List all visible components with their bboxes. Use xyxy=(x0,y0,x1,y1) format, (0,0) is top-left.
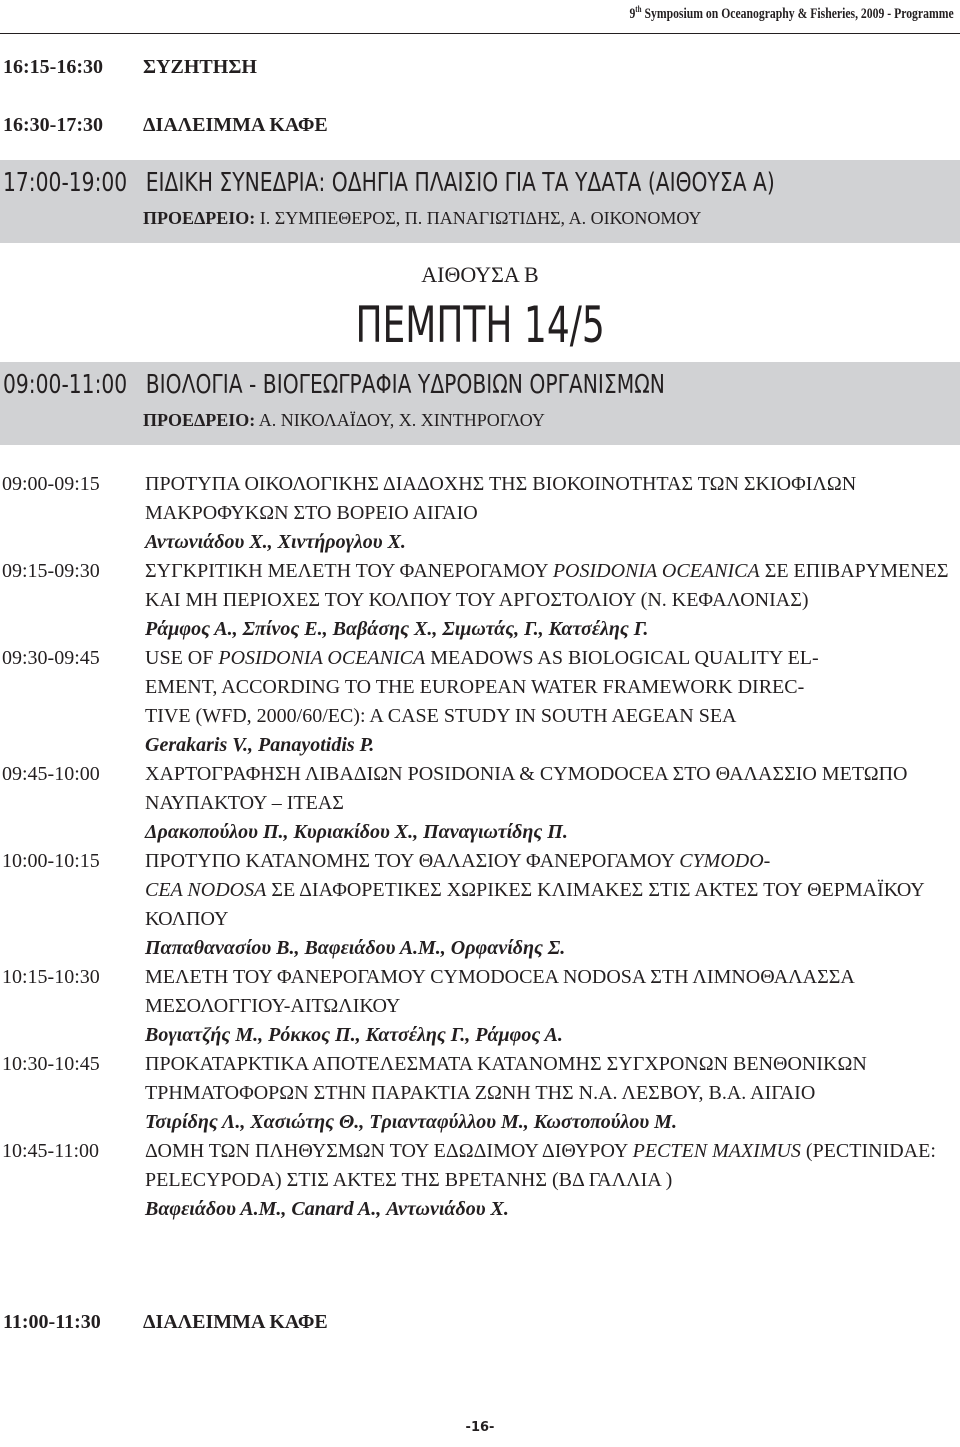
running-header xyxy=(630,4,954,23)
session-time: 17:00-19:00 xyxy=(3,168,128,198)
row-label: ΣΥΖΗΤΗΣΗ xyxy=(143,56,257,78)
talk-title: ΠΡΟΤΥΠΑ ΟΙΚΟΛΟΓΙΚΗΣ ΔΙΑΔΟΧΗΣ ΤΗΣ ΒΙΟΚΟΙΝΟΤΗΤΑΣ ΤΩΝ ΣΚΙΟΦΙΛΩΝ ΜΑΚΡΟΦΥΚΩΝ ΣΤΟ ΒΟΡΕΙΟ ΑΙΓΑΙΟ xyxy=(145,473,857,524)
session-presidium xyxy=(143,208,701,229)
talk-time: 09:00-09:15 xyxy=(2,473,100,495)
day-heading-text: ΠΕΜΠΤΗ 14/5 xyxy=(355,296,605,354)
talk-time: 09:15-09:30 xyxy=(2,560,100,582)
room-heading: ΑΙΘΟΥΣΑ Β xyxy=(421,262,539,287)
talk-authors: Αντωνιάδου Χ., Χιντήρογλου Χ. xyxy=(145,531,406,553)
presidium-names: Α. ΝΙΚΟΛΑΪΔΟΥ, Χ. ΧΙΝΤΗΡΟΓΛΟΥ xyxy=(255,410,545,430)
talk-item xyxy=(0,1050,960,1137)
talk-authors: Δρακοπούλου Π., Κυριακίδου Χ., Παναγιωτίδης Π. xyxy=(145,821,568,843)
schedule-row-discussion xyxy=(3,56,257,79)
row-time: 16:15-16:30 xyxy=(3,56,103,78)
talk-authors: Ράμφος Α., Σπίνος Ε., Βαβάσης Χ., Σιμωτάς, Γ., Κατσέλης Γ. xyxy=(145,618,649,640)
talk-time: 09:45-10:00 xyxy=(2,763,100,785)
talk-title: ΧΑΡΤΟΓΡΑΦΗΣΗ ΛΙΒΑΔΙΩΝ POSIDONIA & CYMODOCEA ΣΤΟ ΘΑΛΑΣΣΙΟ ΜΕΤΩΠΟ ΝΑΥΠΑΚΤΟΥ – ΙΤΕΑΣ xyxy=(145,763,908,814)
talk-list xyxy=(0,470,960,1224)
row-time: 11:00-11:30 xyxy=(3,1311,101,1333)
row-label: ΔΙΑΛΕΙΜΜΑ ΚΑΦΕ xyxy=(143,114,328,136)
header-rule xyxy=(0,33,960,34)
talk-item xyxy=(0,847,960,963)
talk-time: 10:00-10:15 xyxy=(2,850,100,872)
talk-time: 10:30-10:45 xyxy=(2,1053,100,1075)
presidium-label: ΠΡΟΕΔΡΕΙΟ: xyxy=(143,208,256,228)
talk-time: 10:45-11:00 xyxy=(2,1140,100,1162)
talk-title: ΠΡΟΚΑΤΑΡΚΤΙΚΑ ΑΠΟΤΕΛΕΣΜΑΤΑ ΚΑΤΑΝΟΜΗΣ ΣΥΓΧΡΟΝΩΝ ΒΕΝΘΟΝΙΚΩΝ ΤΡΗΜΑΤΟΦΟΡΩΝ ΣΤΗΝ ΠΑΡΑΚΤΙΑ ΖΩΝΗ ΤΗΣ Ν.Α. ΛΕΣΒΟΥ, Β.Α. ΑΙΓΑΙΟ xyxy=(145,1053,867,1104)
talk-title: ΠΡΟΤΥΠΟ ΚΑΤΑΝΟΜΗΣ ΤΟΥ ΘΑΛΑΣΙΟΥ ΦΑΝΕΡΟΓΑΜΟΥ CYMODO- CEA NODOSA ΣΕ ΔΙΑΦΟΡΕΤΙΚΕΣ ΧΩΡΙΚΕΣ ΚΛΙΜΑΚΕΣ ΣΤΙΣ ΑΚΤΕΣ ΤΟΥ ΘΕΡΜΑΪΚΟΥ ΚΟΛΠΟΥ xyxy=(145,850,924,930)
session-name: ΒΙΟΛΟΓΙΑ - ΒΙΟΓΕΩΓΡΑΦΙΑ ΥΔΡΟΒΙΩΝ ΟΡΓΑΝΙΣΜΩΝ xyxy=(145,370,665,400)
talk-item xyxy=(0,557,960,644)
header-ordinal: 9 xyxy=(629,6,636,22)
session-time: 09:00-11:00 xyxy=(3,370,128,400)
schedule-row-coffee-break xyxy=(3,114,328,137)
row-label: ΔΙΑΛΕΙΜΜΑ ΚΑΦΕ xyxy=(143,1311,328,1333)
talk-item xyxy=(0,1137,960,1224)
presidium-names: Ι. ΣΥΜΠΕΘΕΡΟΣ, Π. ΠΑΝΑΓΙΩΤΙΔΗΣ, Α. ΟΙΚΟΝΟΜΟΥ xyxy=(255,208,702,228)
talk-title: ΔΟΜΗ ΤΩΝ ΠΛΗΘΥΣΜΩΝ ΤΟΥ ΕΔΩΔΙΜΟΥ ΔΙΘΥΡΟΥ PECTEN MAXIMUS (PECTINIDAE: PELECYPODA) ΣΤΙΣ ΑΚΤΕΣ ΤΗΣ ΒΡΕΤΑΝΗΣ (ΒΔ ΓΑΛΛΙΑ ) xyxy=(145,1140,936,1191)
day-heading xyxy=(0,296,960,354)
session-band-special xyxy=(0,160,960,243)
talk-authors: Βαφειάδου Α.Μ., Canard A., Αντωνιάδου Χ. xyxy=(145,1198,509,1220)
session-presidium xyxy=(143,410,545,431)
talk-item xyxy=(0,470,960,557)
talk-authors: Παπαθανασίου Β., Βαφειάδου Α.Μ., Ορφανίδης Σ. xyxy=(145,937,566,959)
talk-title: USE OF POSIDONIA OCEANICA MEADOWS AS BIOLOGICAL QUALITY EL- EMENT, ACCORDING TO THE EUROPEAN WATER FRAMEWORK DIREC- TIVE (WFD, 2000/60/EC): A CASE STUDY IN SOUTH AEGEAN SEA xyxy=(145,647,819,727)
talk-time: 09:30-09:45 xyxy=(2,647,100,669)
header-title: Symposium on Oceanography & Fisheries, 2009 - Programme xyxy=(641,6,954,22)
header-ordinal-suffix: th xyxy=(635,4,642,14)
session-title xyxy=(3,370,665,400)
talk-item xyxy=(0,760,960,847)
presidium-label: ΠΡΟΕΔΡΕΙΟ: xyxy=(143,410,256,430)
talk-title: ΣΥΓΚΡΙΤΙΚΗ ΜΕΛΕΤΗ ΤΟΥ ΦΑΝΕΡΟΓΑΜΟΥ POSIDONIA OCEANICA ΣΕ ΕΠΙΒΑΡΥΜΕΝΕΣ ΚΑΙ ΜΗ ΠΕΡΙΟΧΕΣ ΤΟΥ ΚΟΛΠΟΥ ΤΟΥ ΑΡΓΟΣΤΟΛΙΟΥ (Ν. ΚΕΦΑΛΟΝΙΑΣ) xyxy=(145,560,949,611)
schedule-row-coffee-break-2 xyxy=(3,1311,328,1334)
talk-authors: Gerakaris V., Panayotidis P. xyxy=(145,734,375,756)
talk-title: ΜΕΛΕΤΗ ΤΟΥ ΦΑΝΕΡΟΓΑΜΟΥ CYMODOCEA NODOSA ΣΤΗ ΛΙΜΝΟΘΑΛΑΣΣΑ ΜΕΣΟΛΟΓΓΙΟΥ-ΑΙΤΩΛΙΚΟΥ xyxy=(145,966,854,1017)
talk-item xyxy=(0,644,960,760)
session-title xyxy=(3,168,775,198)
page-number: -16- xyxy=(465,1420,495,1435)
talk-time: 10:15-10:30 xyxy=(2,966,100,988)
session-name: ΕΙΔΙΚΗ ΣΥΝΕΔΡΙΑ: ΟΔΗΓΙΑ ΠΛΑΙΣΙΟ ΓΙΑ ΤΑ ΥΔΑΤΑ (ΑΙΘΟΥΣΑ Α) xyxy=(145,168,775,198)
talk-item xyxy=(0,963,960,1050)
talk-authors: Βογιατζής Μ., Ρόκκος Π., Κατσέλης Γ., Ράμφος Α. xyxy=(145,1024,563,1046)
row-time: 16:30-17:30 xyxy=(3,114,103,136)
session-band-biology xyxy=(0,362,960,445)
talk-authors: Τσιρίδης Λ., Χασιώτης Θ., Τριανταφύλλου Μ., Κωστοπούλου Μ. xyxy=(145,1111,677,1133)
